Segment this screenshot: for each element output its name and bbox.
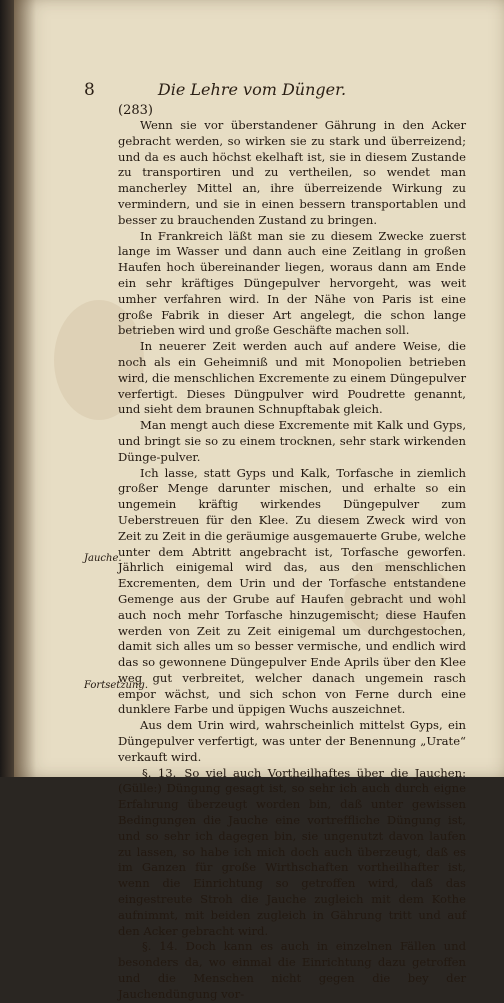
section-paragraph	[118, 766, 466, 940]
binding-shadow	[14, 0, 36, 777]
paragraph: Wenn sie vor überstandener Gährung in den Acker gebracht werden, so wirken sie zu stark und überreizend; und da es auch höchst ekelhaft ist, sie in diesem Zustande zu transportiren und zu vertheilen, so wendet man mancherley Mittel an, ihre überreizende Wirkung zu vermindern, und sie in einen bessern transportablen und besser zu brauchenden Zustand zu bringen.	[118, 118, 466, 227]
page-number: 8	[84, 80, 95, 100]
paragraph-number: (283)	[118, 103, 153, 118]
margin-note-jauche: Jauche.	[84, 553, 122, 564]
page-header	[0, 80, 504, 104]
section-number: §. 13.	[142, 765, 177, 780]
section-number: §. 14.	[142, 939, 178, 954]
section-text: So viel auch Vortheilhaftes über die Jauchen:(Gülle:) Düngung gesagt ist, so sehr ich auch durch eigne Erfahrung überzeugt worden bin, daß unter gewissen Bedingungen die Jauche eine vortreffliche Düngung ist, und so sehr ich dagegen bin, sie ungenutzt davon laufen zu lassen, so habe ich mich doch auch überzeugt, daß es im Ganzen für große Wirthschaften vortheilhafter ist, wenn die Einrichtung so getroffen wird, daß das eingestreute Stroh die Jauche zugleich mit dem Kothe aufnimmt, mit beiden zugleich in Gährung tritt und auf den Acker gebracht wird.	[118, 765, 467, 938]
book-gutter	[0, 0, 14, 777]
body-text	[118, 104, 466, 1003]
paragraph: Man mengt auch diese Excremente mit Kalk und Gyps, und bringt sie so zu einem trocknen, sehr stark wirkenden Dünge-pulver.	[118, 418, 466, 464]
paragraph: In neuerer Zeit werden auch auf andere Weise, die noch als ein Geheimniß und mit Monopolien betrieben wird, die menschlichen Excremente zu einem Düngepulver verfertigt. Dieses Düngpulver wird Poudrette genannt, und sieht dem braunen Schnupftabak gleich.	[118, 339, 466, 417]
section-text: Doch kann es auch in einzelnen Fällen und besonders da, wo einmal die Einrichtung dazu getroffen und die Menschen nicht gegen die bey der Jauchendüngung vor-	[118, 939, 466, 1001]
paragraph: Ich lasse, statt Gyps und Kalk, Torfasche in ziemlich großer Menge darunter mischen, und erhalte so ein ungemein kräftig wirkendes Düngepulver zum Ueberstreuen für den Klee. Zu diesem Zweck wird von Zeit zu Zeit in die geräumige ausgemauerte Grube, welche unter dem Abtritt angebracht ist, Torfasche geworfen. Jährlich einigemal wird das, aus den menschlichen Excrementen, dem Urin und der Torfasche entstandene Gemenge aus der Grube auf Haufen gebracht und wohl auch noch mehr Torfasche hinzugemischt; diese Haufen werden von Zeit zu Zeit einigemal um durchgestochen, damit sich alles um so besser vermische, und endlich wird das so gewonnene Düngepulver Ende Aprils über den Klee weg gut verbreitet, welcher danach ungemein rasch empor wächst, und sich schon von Ferne durch eine dunklere Farbe und üppigen Wuchs auszeichnet.	[118, 465, 466, 717]
running-head: Die Lehre vom Dünger.	[157, 80, 347, 99]
section-paragraph	[118, 939, 466, 1002]
margin-note-fortsetzung: Fortsetzung.	[84, 680, 149, 691]
paragraph: In Frankreich läßt man sie zu diesem Zwecke zuerst lange im Wasser und dann auch eine Zeitlang in großen Haufen hoch übereinander liegen, woraus dann am Ende ein sehr kräftiges Düngepulver hervorgeht, was weit umher verfahren wird. In der Nähe von Paris ist eine große Fabrik in dieser Art angelegt, die schon lange betrieben wird und große Geschäfte machen soll.	[118, 228, 466, 338]
paragraph: Aus dem Urin wird, wahrscheinlich mittelst Gyps, ein Düngepulver verfertigt, was unter der Benennung „Urate“ verkauft wird.	[118, 718, 466, 764]
